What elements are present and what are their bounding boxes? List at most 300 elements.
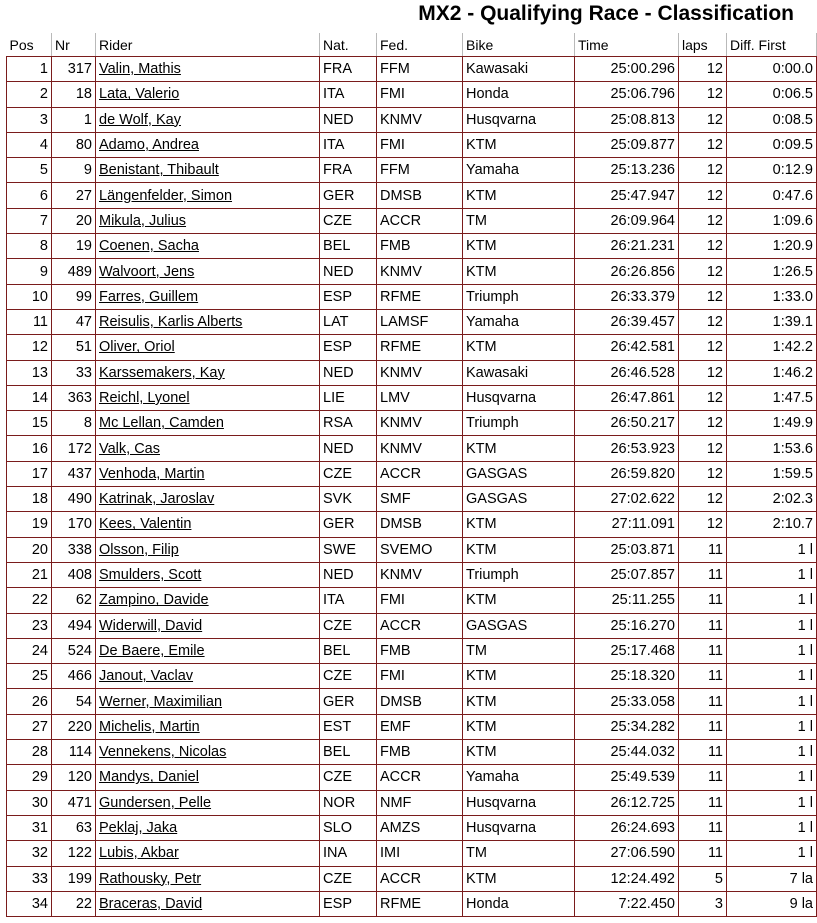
cell-laps: 12 (679, 208, 727, 233)
cell-nat: ITA (320, 82, 377, 107)
cell-pos: 21 (7, 562, 52, 587)
cell-nat: NED (320, 259, 377, 284)
cell-time: 27:06.590 (575, 841, 679, 866)
rider-link[interactable]: Farres, Guillem (99, 288, 199, 305)
cell-nat: NED (320, 360, 377, 385)
cell-diff: 0:47.6 (727, 183, 817, 208)
cell-time: 26:39.457 (575, 309, 679, 334)
cell-nat: GER (320, 183, 377, 208)
cell-rider (96, 309, 320, 334)
cell-rider (96, 689, 320, 714)
cell-bike: KTM (463, 234, 575, 259)
cell-fed: NMF (377, 790, 463, 815)
rider-link[interactable]: Lubis, Akbar (99, 845, 179, 862)
cell-time: 25:11.255 (575, 588, 679, 613)
cell-rider (96, 259, 320, 284)
cell-bike: Honda (463, 891, 575, 916)
rider-link[interactable]: Olsson, Filip (99, 541, 179, 558)
cell-rider (96, 588, 320, 613)
rider-link[interactable]: Längenfelder, Simon (99, 187, 233, 204)
cell-nr: 466 (52, 664, 96, 689)
cell-time: 27:02.622 (575, 487, 679, 512)
cell-rider (96, 132, 320, 157)
cell-nr: 199 (52, 866, 96, 891)
cell-bike: Husqvarna (463, 385, 575, 410)
cell-fed: SVEMO (377, 537, 463, 562)
cell-nat: CZE (320, 765, 377, 790)
cell-time: 25:06.796 (575, 82, 679, 107)
cell-fed: DMSB (377, 183, 463, 208)
cell-nat: BEL (320, 638, 377, 663)
cell-pos: 29 (7, 765, 52, 790)
rider-link[interactable]: De Baere, Emile (99, 642, 205, 659)
cell-diff: 1:53.6 (727, 436, 817, 461)
classification-rows (7, 57, 817, 917)
cell-nat: CZE (320, 461, 377, 486)
cell-bike: Yamaha (463, 309, 575, 334)
cell-nat: GER (320, 512, 377, 537)
cell-bike: Husqvarna (463, 790, 575, 815)
cell-fed: IMI (377, 841, 463, 866)
cell-pos: 6 (7, 183, 52, 208)
cell-pos: 1 (7, 57, 52, 82)
cell-nat: SVK (320, 487, 377, 512)
cell-nr: 363 (52, 385, 96, 410)
cell-rider (96, 512, 320, 537)
cell-diff: 2:02.3 (727, 487, 817, 512)
cell-pos: 28 (7, 740, 52, 765)
cell-time: 25:47.947 (575, 183, 679, 208)
cell-nr: 33 (52, 360, 96, 385)
rider-link[interactable]: Walvoort, Jens (99, 263, 195, 280)
cell-bike: Yamaha (463, 158, 575, 183)
cell-time: 7:22.450 (575, 891, 679, 916)
rider-link[interactable]: Braceras, David (99, 895, 203, 912)
table-row (7, 714, 817, 739)
cell-pos: 32 (7, 841, 52, 866)
cell-rider (96, 57, 320, 82)
cell-rider (96, 815, 320, 840)
cell-rider (96, 385, 320, 410)
cell-laps: 11 (679, 714, 727, 739)
rider-link[interactable]: Valin, Mathis (99, 61, 181, 78)
col-header-nat: Nat. (320, 33, 377, 57)
cell-pos: 12 (7, 335, 52, 360)
table-row (7, 613, 817, 638)
rider-link[interactable]: Smulders, Scott (99, 567, 202, 584)
cell-fed: KNMV (377, 259, 463, 284)
table-row (7, 815, 817, 840)
col-header-rider: Rider (96, 33, 320, 57)
cell-time: 25:49.539 (575, 765, 679, 790)
cell-diff: 1 l (727, 537, 817, 562)
cell-rider (96, 360, 320, 385)
cell-time: 12:24.492 (575, 866, 679, 891)
cell-fed: FMB (377, 740, 463, 765)
cell-time: 26:46.528 (575, 360, 679, 385)
cell-laps: 12 (679, 234, 727, 259)
cell-nr: 80 (52, 132, 96, 157)
rider-link[interactable]: Kees, Valentin (99, 516, 192, 533)
cell-nr: 524 (52, 638, 96, 663)
table-row (7, 790, 817, 815)
cell-nr: 99 (52, 284, 96, 309)
cell-bike: KTM (463, 740, 575, 765)
cell-pos: 27 (7, 714, 52, 739)
cell-nr: 62 (52, 588, 96, 613)
header-row (7, 33, 817, 57)
cell-nr: 172 (52, 436, 96, 461)
cell-fed: RFME (377, 335, 463, 360)
table-row (7, 132, 817, 157)
cell-pos: 11 (7, 309, 52, 334)
cell-fed: FMI (377, 82, 463, 107)
cell-rider (96, 82, 320, 107)
cell-time: 26:21.231 (575, 234, 679, 259)
cell-fed: FMB (377, 234, 463, 259)
cell-time: 25:03.871 (575, 537, 679, 562)
cell-fed: KNMV (377, 436, 463, 461)
cell-time: 26:53.923 (575, 436, 679, 461)
cell-diff: 1:20.9 (727, 234, 817, 259)
cell-nr: 63 (52, 815, 96, 840)
cell-laps: 11 (679, 815, 727, 840)
cell-nat: CZE (320, 866, 377, 891)
cell-time: 26:26.856 (575, 259, 679, 284)
col-header-nr: Nr (52, 33, 96, 57)
cell-rider (96, 158, 320, 183)
cell-nr: 18 (52, 82, 96, 107)
cell-rider (96, 487, 320, 512)
cell-rider (96, 208, 320, 233)
cell-diff: 1 l (727, 613, 817, 638)
rider-link[interactable]: Widerwill, David (99, 617, 203, 634)
cell-diff: 1:33.0 (727, 284, 817, 309)
cell-bike: KTM (463, 183, 575, 208)
cell-nat: BEL (320, 234, 377, 259)
cell-pos: 3 (7, 107, 52, 132)
rider-link[interactable]: Janout, Vaclav (99, 668, 194, 685)
cell-nr: 9 (52, 158, 96, 183)
table-row (7, 183, 817, 208)
table-row (7, 436, 817, 461)
cell-diff: 1 l (727, 740, 817, 765)
table-row (7, 765, 817, 790)
table-row (7, 487, 817, 512)
cell-nat: FRA (320, 158, 377, 183)
cell-laps: 12 (679, 436, 727, 461)
rider-link[interactable]: Mc Lellan, Camden (99, 415, 224, 432)
cell-fed: KNMV (377, 562, 463, 587)
cell-time: 26:42.581 (575, 335, 679, 360)
cell-rider (96, 765, 320, 790)
table-row (7, 57, 817, 82)
cell-nat: NOR (320, 790, 377, 815)
cell-rider (96, 183, 320, 208)
cell-nr: 408 (52, 562, 96, 587)
table-row (7, 537, 817, 562)
page-title: MX2 - Qualifying Race - Classification (418, 2, 794, 25)
cell-time: 25:08.813 (575, 107, 679, 132)
cell-nr: 471 (52, 790, 96, 815)
col-header-fed: Fed. (377, 33, 463, 57)
cell-diff: 1 l (727, 714, 817, 739)
cell-pos: 5 (7, 158, 52, 183)
cell-time: 26:50.217 (575, 411, 679, 436)
col-header-diff: Diff. First (727, 33, 817, 57)
cell-time: 25:34.282 (575, 714, 679, 739)
cell-rider (96, 740, 320, 765)
cell-nat: CZE (320, 664, 377, 689)
cell-pos: 20 (7, 537, 52, 562)
cell-nr: 317 (52, 57, 96, 82)
cell-diff: 2:10.7 (727, 512, 817, 537)
cell-pos: 13 (7, 360, 52, 385)
cell-fed: FMB (377, 638, 463, 663)
rider-link[interactable]: Reichl, Lyonel (99, 390, 190, 406)
cell-time: 25:17.468 (575, 638, 679, 663)
rider-link[interactable]: Gundersen, Pelle (99, 794, 212, 811)
cell-nr: 489 (52, 259, 96, 284)
cell-nat: RSA (320, 411, 377, 436)
cell-laps: 12 (679, 158, 727, 183)
cell-bike: TM (463, 841, 575, 866)
cell-pos: 9 (7, 259, 52, 284)
cell-nr: 170 (52, 512, 96, 537)
cell-laps: 12 (679, 284, 727, 309)
cell-laps: 12 (679, 512, 727, 537)
cell-fed: RFME (377, 284, 463, 309)
cell-bike: KTM (463, 335, 575, 360)
rider-link[interactable]: Coenen, Sacha (99, 238, 199, 255)
cell-fed: FFM (377, 158, 463, 183)
rider-link[interactable]: Adamo, Andrea (99, 137, 199, 154)
rider-link[interactable]: Karssemakers, Kay (99, 364, 225, 381)
cell-laps: 12 (679, 487, 727, 512)
table-row (7, 234, 817, 259)
table-row (7, 512, 817, 537)
cell-diff: 1 l (727, 765, 817, 790)
rider-link[interactable]: Reisulis, Karlis Alberts (99, 314, 243, 331)
cell-nat: CZE (320, 613, 377, 638)
table-row (7, 461, 817, 486)
cell-pos: 30 (7, 790, 52, 815)
cell-time: 25:07.857 (575, 562, 679, 587)
cell-bike: Yamaha (463, 765, 575, 790)
cell-nat: NED (320, 436, 377, 461)
cell-diff: 1:49.9 (727, 411, 817, 436)
cell-rider (96, 234, 320, 259)
cell-pos: 33 (7, 866, 52, 891)
cell-nr: 220 (52, 714, 96, 739)
cell-diff: 7 la (727, 866, 817, 891)
cell-bike: GASGAS (463, 613, 575, 638)
cell-laps: 11 (679, 740, 727, 765)
cell-fed: FFM (377, 57, 463, 82)
cell-bike: Triumph (463, 562, 575, 587)
cell-fed: FMI (377, 664, 463, 689)
col-header-laps: laps (679, 33, 727, 57)
cell-nr: 20 (52, 208, 96, 233)
cell-pos: 4 (7, 132, 52, 157)
rider-link[interactable]: Venhoda, Martin (99, 465, 205, 482)
cell-nat: ITA (320, 588, 377, 613)
cell-rider (96, 866, 320, 891)
cell-bike: KTM (463, 512, 575, 537)
cell-laps: 12 (679, 259, 727, 284)
table-row (7, 259, 817, 284)
table-row (7, 309, 817, 334)
cell-rider (96, 284, 320, 309)
cell-laps: 12 (679, 385, 727, 410)
cell-fed: LAMSF (377, 309, 463, 334)
cell-bike: Triumph (463, 284, 575, 309)
table-row (7, 740, 817, 765)
cell-pos: 7 (7, 208, 52, 233)
cell-rider (96, 461, 320, 486)
cell-pos: 24 (7, 638, 52, 663)
table-row (7, 562, 817, 587)
cell-nat: NED (320, 562, 377, 587)
rider-link[interactable]: Katrinak, Jaroslav (99, 491, 215, 508)
rider-link[interactable]: Mandys, Daniel (99, 769, 199, 786)
cell-nr: 19 (52, 234, 96, 259)
table-row (7, 689, 817, 714)
cell-diff: 1:09.6 (727, 208, 817, 233)
cell-pos: 23 (7, 613, 52, 638)
col-header-time: Time (575, 33, 679, 57)
cell-laps: 12 (679, 183, 727, 208)
cell-nat: LIE (320, 385, 377, 410)
cell-nat: CZE (320, 208, 377, 233)
rider-link[interactable]: de Wolf, Kay (99, 111, 181, 128)
cell-rider (96, 613, 320, 638)
rider-link[interactable]: Valk, Cas (99, 440, 160, 457)
cell-bike: KTM (463, 664, 575, 689)
cell-bike: Kawasaki (463, 360, 575, 385)
cell-rider (96, 562, 320, 587)
rider-link[interactable]: Michelis, Martin (99, 718, 200, 735)
cell-time: 25:09.877 (575, 132, 679, 157)
cell-pos: 10 (7, 284, 52, 309)
cell-nat: FRA (320, 57, 377, 82)
rider-link[interactable]: Zampino, Davide (99, 592, 209, 609)
cell-laps: 11 (679, 638, 727, 663)
cell-pos: 17 (7, 461, 52, 486)
cell-laps: 12 (679, 107, 727, 132)
cell-nr: 27 (52, 183, 96, 208)
cell-laps: 12 (679, 57, 727, 82)
cell-pos: 26 (7, 689, 52, 714)
cell-laps: 11 (679, 613, 727, 638)
cell-time: 25:13.236 (575, 158, 679, 183)
cell-nr: 54 (52, 689, 96, 714)
table-row (7, 335, 817, 360)
cell-pos: 18 (7, 487, 52, 512)
cell-time: 26:33.379 (575, 284, 679, 309)
cell-fed: DMSB (377, 689, 463, 714)
cell-laps: 12 (679, 461, 727, 486)
table-row (7, 891, 817, 916)
cell-pos: 25 (7, 664, 52, 689)
table-row (7, 82, 817, 107)
cell-fed: KNMV (377, 107, 463, 132)
cell-time: 25:16.270 (575, 613, 679, 638)
cell-nr: 338 (52, 537, 96, 562)
cell-fed: EMF (377, 714, 463, 739)
cell-nr: 437 (52, 461, 96, 486)
table-row (7, 866, 817, 891)
cell-fed: RFME (377, 891, 463, 916)
cell-fed: FMI (377, 132, 463, 157)
cell-time: 25:00.296 (575, 57, 679, 82)
cell-nr: 1 (52, 107, 96, 132)
cell-fed: ACCR (377, 461, 463, 486)
cell-bike: KTM (463, 689, 575, 714)
table-row (7, 208, 817, 233)
cell-laps: 12 (679, 360, 727, 385)
cell-laps: 11 (679, 562, 727, 587)
cell-laps: 11 (679, 689, 727, 714)
cell-bike: Honda (463, 82, 575, 107)
cell-fed: DMSB (377, 512, 463, 537)
cell-rider (96, 841, 320, 866)
cell-bike: KTM (463, 714, 575, 739)
cell-time: 26:47.861 (575, 385, 679, 410)
cell-diff: 1 l (727, 562, 817, 587)
cell-laps: 11 (679, 537, 727, 562)
cell-rider (96, 537, 320, 562)
cell-rider (96, 664, 320, 689)
cell-diff: 1 l (727, 664, 817, 689)
cell-bike: KTM (463, 436, 575, 461)
rider-link[interactable]: Benistant, Thibault (99, 162, 219, 179)
cell-diff: 0:06.5 (727, 82, 817, 107)
cell-bike: KTM (463, 132, 575, 157)
cell-fed: FMI (377, 588, 463, 613)
cell-bike: TM (463, 638, 575, 663)
cell-pos: 14 (7, 385, 52, 410)
cell-nat: EST (320, 714, 377, 739)
cell-fed: SMF (377, 487, 463, 512)
cell-diff: 1:47.5 (727, 385, 817, 410)
rider-link[interactable]: Lata, Valerio (99, 86, 180, 103)
rider-link[interactable]: Rathousky, Petr (99, 870, 202, 887)
cell-time: 26:12.725 (575, 790, 679, 815)
rider-link[interactable]: Mikula, Julius (99, 212, 187, 229)
cell-nat: NED (320, 107, 377, 132)
rider-link[interactable]: Werner, Maximilian (99, 693, 223, 710)
cell-bike: Husqvarna (463, 815, 575, 840)
cell-laps: 3 (679, 891, 727, 916)
cell-nat: ITA (320, 132, 377, 157)
cell-nat: SWE (320, 537, 377, 562)
cell-rider (96, 411, 320, 436)
cell-diff: 1 l (727, 815, 817, 840)
cell-diff: 1:59.5 (727, 461, 817, 486)
rider-link[interactable]: Oliver, Oriol (99, 339, 175, 356)
cell-diff: 1 l (727, 638, 817, 663)
cell-pos: 2 (7, 82, 52, 107)
rider-link[interactable]: Peklaj, Jaka (99, 820, 178, 837)
cell-diff: 9 la (727, 891, 817, 916)
cell-pos: 16 (7, 436, 52, 461)
cell-time: 25:18.320 (575, 664, 679, 689)
cell-diff: 1:46.2 (727, 360, 817, 385)
rider-link[interactable]: Vennekens, Nicolas (99, 744, 227, 761)
cell-pos: 34 (7, 891, 52, 916)
table-row (7, 638, 817, 663)
